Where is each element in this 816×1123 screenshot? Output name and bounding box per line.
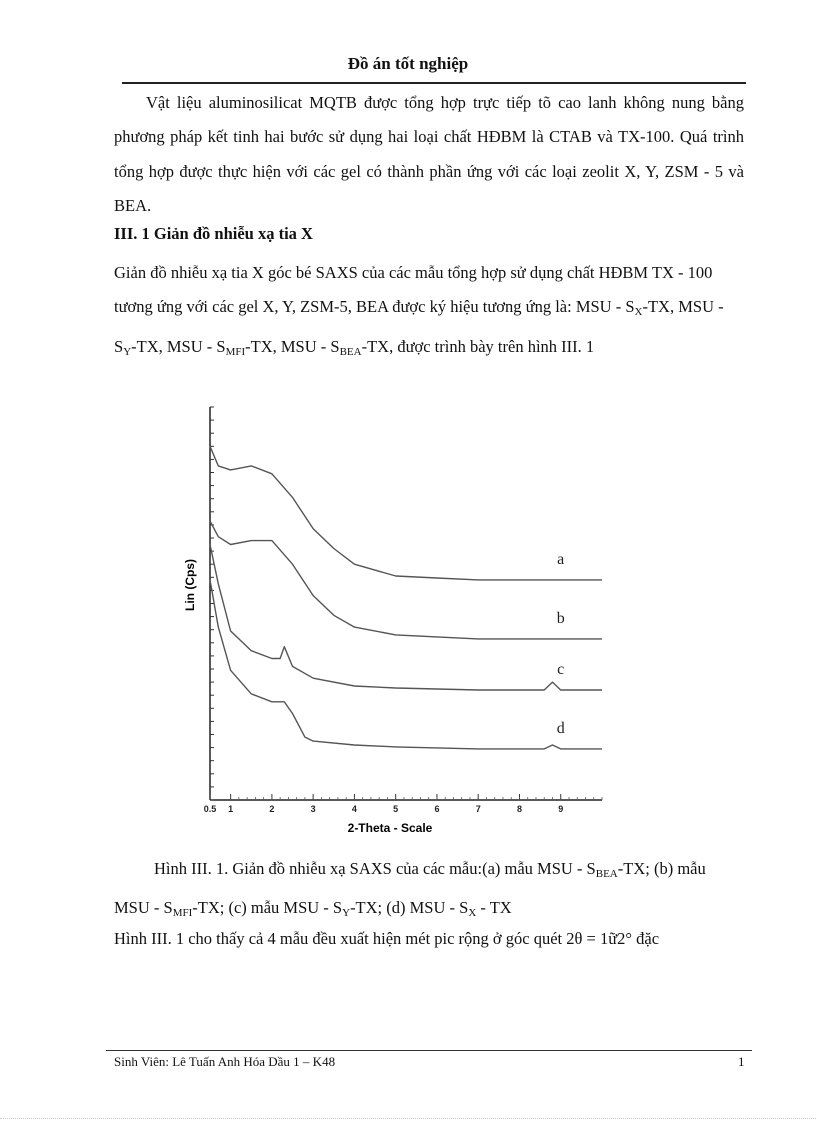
series-label-b: b bbox=[556, 609, 565, 627]
footer-divider bbox=[106, 1050, 752, 1051]
page-bottom-edge bbox=[0, 1118, 816, 1119]
x-tick-label: 1 bbox=[228, 804, 234, 814]
header-divider bbox=[122, 82, 746, 84]
series-label-c: c bbox=[557, 660, 565, 678]
x-tick-label: 3 bbox=[310, 804, 316, 814]
saxs-intro-text: Giản đồ nhiễu xạ tia X góc bé SAXS của các mẫu tổng hợp sử dụng chất HĐBM TX - 100 tương ứng với các gel X, Y, ZSM-5, BEA được ký hiệu tương ứng là: bbox=[114, 263, 713, 317]
sample-smfi-text: MSU - $S_{MFI}-TX$, bbox=[166, 336, 281, 358]
section-heading: III. 1 Giản đồ nhiễu xạ tia X bbox=[114, 224, 313, 243]
paragraph-observation: Hình III. 1 cho thấy cả 4 mẫu đều xuất hiện mét pic rộng ở góc quét 2θ = 1ữ2° đặc bbox=[114, 929, 660, 948]
series-line-c bbox=[210, 545, 602, 691]
figure-caption: Hình III. 1. Giản đồ nhiễu xạ SAXS của các mẫu:(a) mẫu MSU - $S_{BEA}-TX$; (b) mẫu MSU - $S_{MFI}-TX$; (c) mẫu MSU - $S_Y-TX$; (d) MSU - $S_X$ - TX bbox=[114, 859, 706, 920]
x-tick-label: 9 bbox=[558, 804, 564, 814]
x-tick-label: 5 bbox=[393, 804, 399, 814]
x-tick-label: 7 bbox=[475, 804, 481, 814]
paragraph-intro: Vật liệu aluminosilicat MQTB được tổng hợp trực tiếp tõ cao lanh không nung bằng phương pháp kết tinh hai bước sử dụng hai loại chất HĐBM là CTAB và TX-100. Quá trình tổng hợp được thực hiện với các gel có thành phần ứng với các loại zeolit X, Y, ZSM - 5 và BEA. bbox=[114, 93, 744, 216]
x-tick-label: 6 bbox=[434, 804, 440, 814]
saxs-chart bbox=[176, 405, 616, 845]
paragraph-saxs-description bbox=[114, 256, 744, 369]
page-header-title: Đồ án tốt nghiệp bbox=[347, 54, 469, 73]
chart-x-axis-label: 2-Theta - Scale bbox=[347, 821, 433, 835]
series-line-a bbox=[210, 446, 602, 580]
series-label-a: a bbox=[557, 550, 565, 568]
series-label-d: d bbox=[556, 719, 565, 737]
chart-y-axis-label: Lin (Cps) bbox=[183, 559, 197, 611]
series-line-d bbox=[210, 580, 602, 749]
sample-sy-text: MSU - $S_Y-TX$, bbox=[114, 297, 724, 358]
saxs-figure bbox=[176, 405, 616, 845]
page-number: 1 bbox=[738, 1054, 745, 1069]
x-tick-label: 0.5 bbox=[203, 804, 217, 814]
x-tick-label: 4 bbox=[351, 804, 357, 814]
footer-author: Sinh Viên: Lê Tuấn Anh Hóa Dầu 1 – K48 bbox=[114, 1054, 336, 1069]
x-tick-label: 8 bbox=[516, 804, 522, 814]
x-tick-label: 2 bbox=[269, 804, 275, 814]
sample-sx-text: MSU - $S_X-TX$, bbox=[575, 297, 679, 319]
sample-sbea-text: MSU - $S_{BEA}-TX$, được trình bày trên hình III. 1 bbox=[280, 336, 595, 358]
